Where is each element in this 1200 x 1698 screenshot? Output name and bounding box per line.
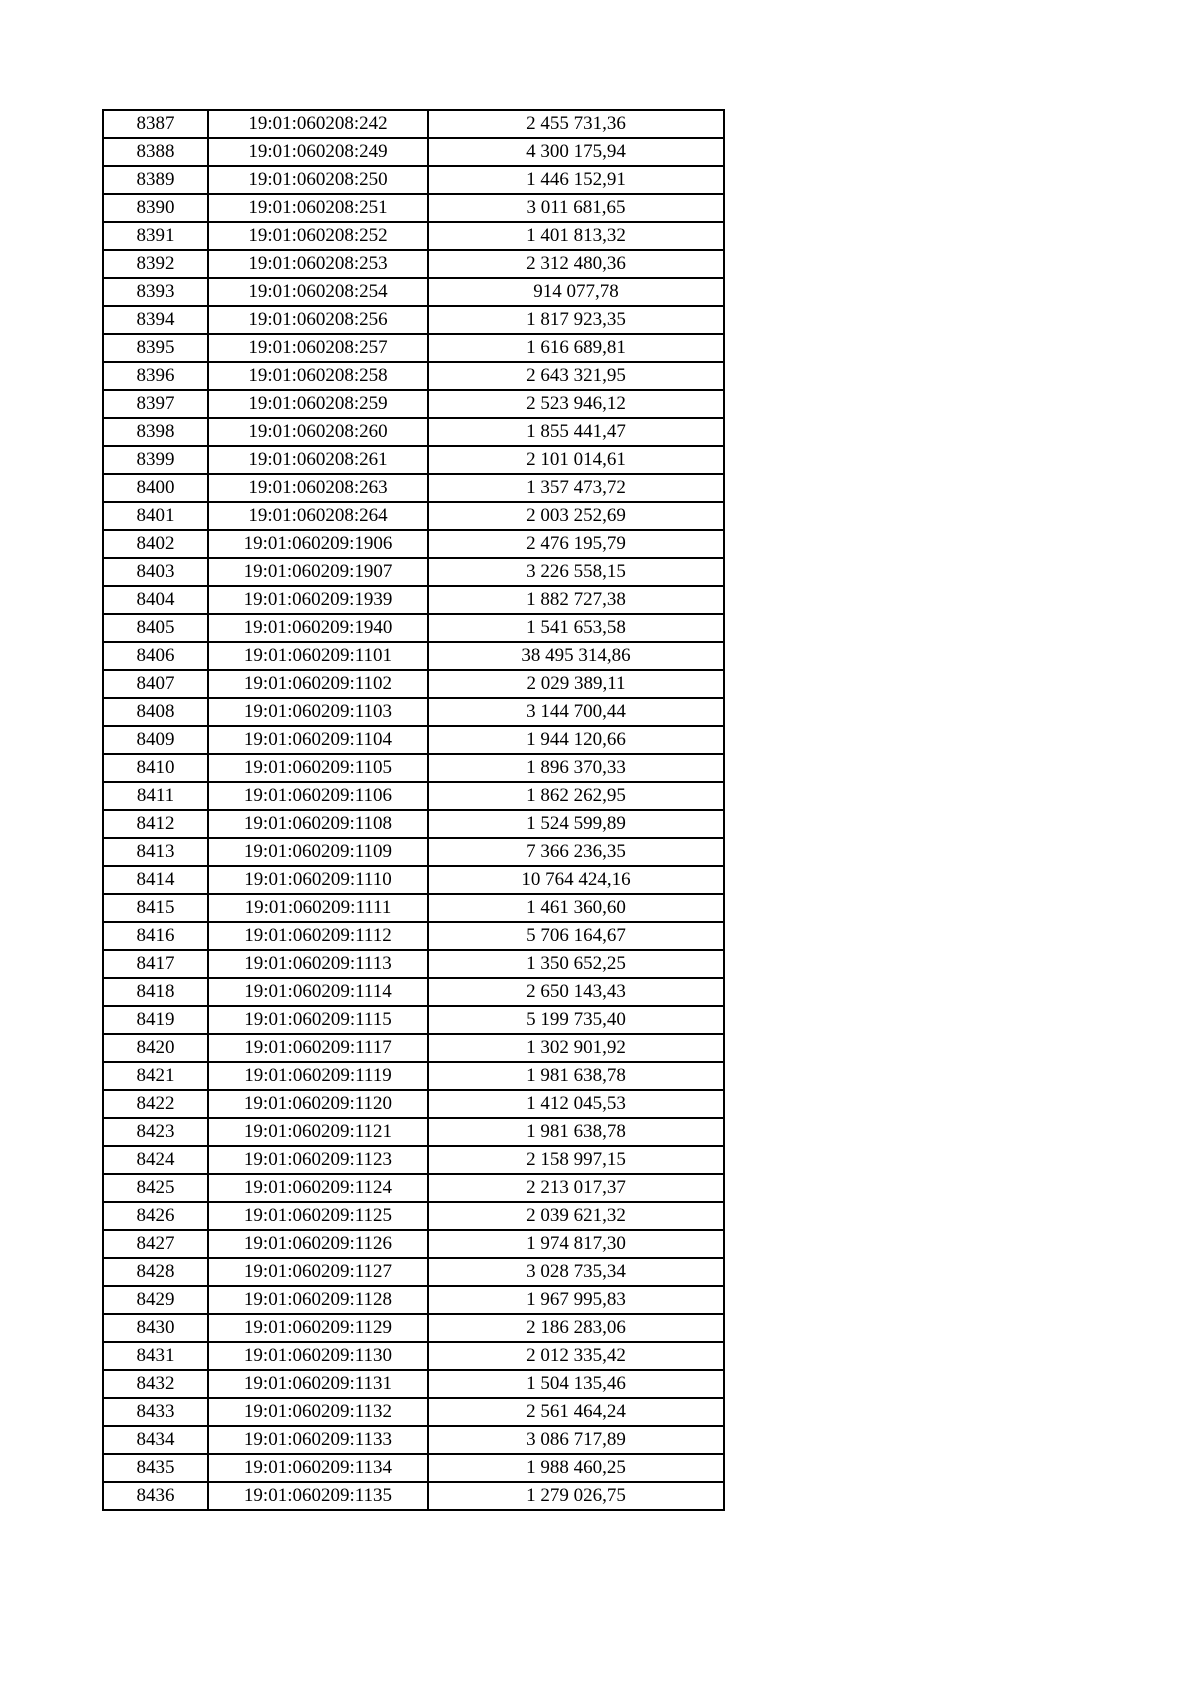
row-number-cell: 8399 <box>103 446 208 474</box>
table-row <box>103 1146 724 1174</box>
table-row <box>103 586 724 614</box>
table-row <box>103 866 724 894</box>
row-number-cell: 8414 <box>103 866 208 894</box>
cadastral-number-cell: 19:01:060208:259 <box>208 390 428 418</box>
cadastral-value-cell: 1 882 727,38 <box>428 586 724 614</box>
row-number-cell: 8426 <box>103 1202 208 1230</box>
cadastral-number-cell: 19:01:060209:1114 <box>208 978 428 1006</box>
row-number-cell: 8434 <box>103 1426 208 1454</box>
table-row <box>103 754 724 782</box>
cadastral-number-cell: 19:01:060209:1105 <box>208 754 428 782</box>
cadastral-value-cell: 1 302 901,92 <box>428 1034 724 1062</box>
row-number-cell: 8421 <box>103 1062 208 1090</box>
row-number-cell: 8389 <box>103 166 208 194</box>
row-number-cell: 8423 <box>103 1118 208 1146</box>
table-row <box>103 1398 724 1426</box>
table-row <box>103 362 724 390</box>
cadastral-number-cell: 19:01:060209:1126 <box>208 1230 428 1258</box>
row-number-cell: 8398 <box>103 418 208 446</box>
table-body <box>103 110 724 1510</box>
row-number-cell: 8413 <box>103 838 208 866</box>
cadastral-value-cell: 10 764 424,16 <box>428 866 724 894</box>
table-row <box>103 922 724 950</box>
cadastral-value-cell: 1 350 652,25 <box>428 950 724 978</box>
cadastral-number-cell: 19:01:060208:261 <box>208 446 428 474</box>
row-number-cell: 8429 <box>103 1286 208 1314</box>
cadastral-number-cell: 19:01:060209:1132 <box>208 1398 428 1426</box>
table-row <box>103 250 724 278</box>
cadastral-value-cell: 1 981 638,78 <box>428 1118 724 1146</box>
row-number-cell: 8393 <box>103 278 208 306</box>
cadastral-number-cell: 19:01:060209:1940 <box>208 614 428 642</box>
row-number-cell: 8427 <box>103 1230 208 1258</box>
cadastral-number-cell: 19:01:060208:252 <box>208 222 428 250</box>
cadastral-number-cell: 19:01:060209:1109 <box>208 838 428 866</box>
cadastral-value-cell: 1 279 026,75 <box>428 1482 724 1510</box>
table-row <box>103 726 724 754</box>
table-row <box>103 390 724 418</box>
cadastral-value-cell: 1 974 817,30 <box>428 1230 724 1258</box>
cadastral-value-cell: 1 944 120,66 <box>428 726 724 754</box>
table-row <box>103 810 724 838</box>
row-number-cell: 8400 <box>103 474 208 502</box>
row-number-cell: 8405 <box>103 614 208 642</box>
cadastral-value-cell: 1 855 441,47 <box>428 418 724 446</box>
cadastral-value-cell: 2 213 017,37 <box>428 1174 724 1202</box>
cadastral-number-cell: 19:01:060209:1133 <box>208 1426 428 1454</box>
table-row <box>103 138 724 166</box>
cadastral-value-cell: 7 366 236,35 <box>428 838 724 866</box>
row-number-cell: 8401 <box>103 502 208 530</box>
table-row <box>103 558 724 586</box>
cadastral-number-cell: 19:01:060209:1115 <box>208 1006 428 1034</box>
row-number-cell: 8391 <box>103 222 208 250</box>
row-number-cell: 8432 <box>103 1370 208 1398</box>
cadastral-number-cell: 19:01:060209:1128 <box>208 1286 428 1314</box>
cadastral-number-cell: 19:01:060208:242 <box>208 110 428 138</box>
table-row <box>103 978 724 1006</box>
table-row <box>103 1034 724 1062</box>
row-number-cell: 8435 <box>103 1454 208 1482</box>
row-number-cell: 8420 <box>103 1034 208 1062</box>
cadastral-value-cell: 2 039 621,32 <box>428 1202 724 1230</box>
cadastral-value-cell: 2 101 014,61 <box>428 446 724 474</box>
row-number-cell: 8424 <box>103 1146 208 1174</box>
cadastral-value-cell: 3 011 681,65 <box>428 194 724 222</box>
cadastral-value-cell: 3 028 735,34 <box>428 1258 724 1286</box>
table-row <box>103 1286 724 1314</box>
cadastral-number-cell: 19:01:060209:1120 <box>208 1090 428 1118</box>
cadastral-value-cell: 2 186 283,06 <box>428 1314 724 1342</box>
cadastral-value-cell: 1 981 638,78 <box>428 1062 724 1090</box>
cadastral-number-cell: 19:01:060209:1134 <box>208 1454 428 1482</box>
row-number-cell: 8390 <box>103 194 208 222</box>
row-number-cell: 8422 <box>103 1090 208 1118</box>
table-row <box>103 502 724 530</box>
row-number-cell: 8419 <box>103 1006 208 1034</box>
table-row <box>103 1062 724 1090</box>
row-number-cell: 8394 <box>103 306 208 334</box>
table-row <box>103 782 724 810</box>
cadastral-number-cell: 19:01:060208:263 <box>208 474 428 502</box>
table-row <box>103 1118 724 1146</box>
table-row <box>103 418 724 446</box>
row-number-cell: 8412 <box>103 810 208 838</box>
cadastral-number-cell: 19:01:060209:1117 <box>208 1034 428 1062</box>
cadastral-value-cell: 2 455 731,36 <box>428 110 724 138</box>
cadastral-value-cell: 2 158 997,15 <box>428 1146 724 1174</box>
row-number-cell: 8430 <box>103 1314 208 1342</box>
cadastral-number-cell: 19:01:060208:264 <box>208 502 428 530</box>
table-row <box>103 1342 724 1370</box>
cadastral-value-table <box>102 109 725 1511</box>
cadastral-value-cell: 1 896 370,33 <box>428 754 724 782</box>
cadastral-value-cell: 2 029 389,11 <box>428 670 724 698</box>
table-row <box>103 1454 724 1482</box>
cadastral-value-cell: 914 077,78 <box>428 278 724 306</box>
cadastral-number-cell: 19:01:060208:253 <box>208 250 428 278</box>
cadastral-value-cell: 1 616 689,81 <box>428 334 724 362</box>
table-row <box>103 1230 724 1258</box>
cadastral-number-cell: 19:01:060209:1129 <box>208 1314 428 1342</box>
row-number-cell: 8415 <box>103 894 208 922</box>
row-number-cell: 8411 <box>103 782 208 810</box>
cadastral-number-cell: 19:01:060208:256 <box>208 306 428 334</box>
cadastral-number-cell: 19:01:060208:260 <box>208 418 428 446</box>
table-row <box>103 1482 724 1510</box>
cadastral-number-cell: 19:01:060209:1131 <box>208 1370 428 1398</box>
table-row <box>103 334 724 362</box>
cadastral-number-cell: 19:01:060209:1101 <box>208 642 428 670</box>
row-number-cell: 8431 <box>103 1342 208 1370</box>
table-row <box>103 194 724 222</box>
row-number-cell: 8402 <box>103 530 208 558</box>
table-row <box>103 110 724 138</box>
cadastral-value-cell: 3 086 717,89 <box>428 1426 724 1454</box>
cadastral-value-cell: 1 412 045,53 <box>428 1090 724 1118</box>
cadastral-value-cell: 1 504 135,46 <box>428 1370 724 1398</box>
table-row <box>103 306 724 334</box>
row-number-cell: 8403 <box>103 558 208 586</box>
row-number-cell: 8416 <box>103 922 208 950</box>
row-number-cell: 8436 <box>103 1482 208 1510</box>
cadastral-value-cell: 2 003 252,69 <box>428 502 724 530</box>
cadastral-value-cell: 1 401 813,32 <box>428 222 724 250</box>
table-row <box>103 1258 724 1286</box>
row-number-cell: 8428 <box>103 1258 208 1286</box>
cadastral-number-cell: 19:01:060209:1130 <box>208 1342 428 1370</box>
cadastral-value-cell: 1 817 923,35 <box>428 306 724 334</box>
cadastral-number-cell: 19:01:060208:250 <box>208 166 428 194</box>
table-row <box>103 614 724 642</box>
cadastral-value-cell: 1 541 653,58 <box>428 614 724 642</box>
row-number-cell: 8406 <box>103 642 208 670</box>
cadastral-number-cell: 19:01:060209:1103 <box>208 698 428 726</box>
cadastral-value-cell: 1 357 473,72 <box>428 474 724 502</box>
table-row <box>103 1314 724 1342</box>
cadastral-number-cell: 19:01:060209:1135 <box>208 1482 428 1510</box>
table-row <box>103 1202 724 1230</box>
row-number-cell: 8387 <box>103 110 208 138</box>
cadastral-value-cell: 5 706 164,67 <box>428 922 724 950</box>
cadastral-number-cell: 19:01:060209:1939 <box>208 586 428 614</box>
table-row <box>103 474 724 502</box>
table-row <box>103 1090 724 1118</box>
cadastral-number-cell: 19:01:060209:1104 <box>208 726 428 754</box>
cadastral-number-cell: 19:01:060208:251 <box>208 194 428 222</box>
cadastral-value-cell: 2 476 195,79 <box>428 530 724 558</box>
cadastral-value-cell: 2 561 464,24 <box>428 1398 724 1426</box>
table-row <box>103 698 724 726</box>
table-row <box>103 838 724 866</box>
cadastral-number-cell: 19:01:060209:1113 <box>208 950 428 978</box>
table-row <box>103 446 724 474</box>
cadastral-number-cell: 19:01:060209:1906 <box>208 530 428 558</box>
row-number-cell: 8407 <box>103 670 208 698</box>
table-row <box>103 894 724 922</box>
cadastral-value-cell: 5 199 735,40 <box>428 1006 724 1034</box>
cadastral-value-cell: 1 988 460,25 <box>428 1454 724 1482</box>
cadastral-value-cell: 1 524 599,89 <box>428 810 724 838</box>
cadastral-value-cell: 3 226 558,15 <box>428 558 724 586</box>
row-number-cell: 8433 <box>103 1398 208 1426</box>
table-row <box>103 1006 724 1034</box>
row-number-cell: 8388 <box>103 138 208 166</box>
table-row <box>103 1174 724 1202</box>
cadastral-value-cell: 2 523 946,12 <box>428 390 724 418</box>
cadastral-number-cell: 19:01:060208:254 <box>208 278 428 306</box>
row-number-cell: 8395 <box>103 334 208 362</box>
cadastral-number-cell: 19:01:060209:1111 <box>208 894 428 922</box>
cadastral-number-cell: 19:01:060208:257 <box>208 334 428 362</box>
cadastral-value-cell: 1 967 995,83 <box>428 1286 724 1314</box>
cadastral-number-cell: 19:01:060209:1125 <box>208 1202 428 1230</box>
row-number-cell: 8410 <box>103 754 208 782</box>
cadastral-value-cell: 4 300 175,94 <box>428 138 724 166</box>
cadastral-number-cell: 19:01:060209:1112 <box>208 922 428 950</box>
row-number-cell: 8425 <box>103 1174 208 1202</box>
cadastral-number-cell: 19:01:060209:1123 <box>208 1146 428 1174</box>
cadastral-number-cell: 19:01:060209:1119 <box>208 1062 428 1090</box>
row-number-cell: 8396 <box>103 362 208 390</box>
cadastral-number-cell: 19:01:060209:1106 <box>208 782 428 810</box>
cadastral-value-cell: 2 312 480,36 <box>428 250 724 278</box>
row-number-cell: 8397 <box>103 390 208 418</box>
cadastral-value-cell: 1 862 262,95 <box>428 782 724 810</box>
table-row <box>103 530 724 558</box>
cadastral-number-cell: 19:01:060209:1124 <box>208 1174 428 1202</box>
cadastral-value-cell: 2 643 321,95 <box>428 362 724 390</box>
cadastral-number-cell: 19:01:060209:1121 <box>208 1118 428 1146</box>
table-row <box>103 222 724 250</box>
row-number-cell: 8409 <box>103 726 208 754</box>
table-row <box>103 1370 724 1398</box>
cadastral-number-cell: 19:01:060209:1127 <box>208 1258 428 1286</box>
cadastral-number-cell: 19:01:060208:249 <box>208 138 428 166</box>
cadastral-number-cell: 19:01:060209:1102 <box>208 670 428 698</box>
table-row <box>103 1426 724 1454</box>
cadastral-value-cell: 3 144 700,44 <box>428 698 724 726</box>
table-row <box>103 278 724 306</box>
cadastral-number-cell: 19:01:060208:258 <box>208 362 428 390</box>
row-number-cell: 8418 <box>103 978 208 1006</box>
cadastral-value-cell: 2 650 143,43 <box>428 978 724 1006</box>
row-number-cell: 8417 <box>103 950 208 978</box>
cadastral-value-cell: 1 461 360,60 <box>428 894 724 922</box>
table-row <box>103 950 724 978</box>
cadastral-number-cell: 19:01:060209:1907 <box>208 558 428 586</box>
cadastral-number-cell: 19:01:060209:1110 <box>208 866 428 894</box>
cadastral-value-cell: 38 495 314,86 <box>428 642 724 670</box>
cadastral-value-cell: 2 012 335,42 <box>428 1342 724 1370</box>
table-row <box>103 642 724 670</box>
cadastral-value-cell: 1 446 152,91 <box>428 166 724 194</box>
row-number-cell: 8408 <box>103 698 208 726</box>
row-number-cell: 8392 <box>103 250 208 278</box>
table-row <box>103 670 724 698</box>
cadastral-number-cell: 19:01:060209:1108 <box>208 810 428 838</box>
row-number-cell: 8404 <box>103 586 208 614</box>
table-row <box>103 166 724 194</box>
